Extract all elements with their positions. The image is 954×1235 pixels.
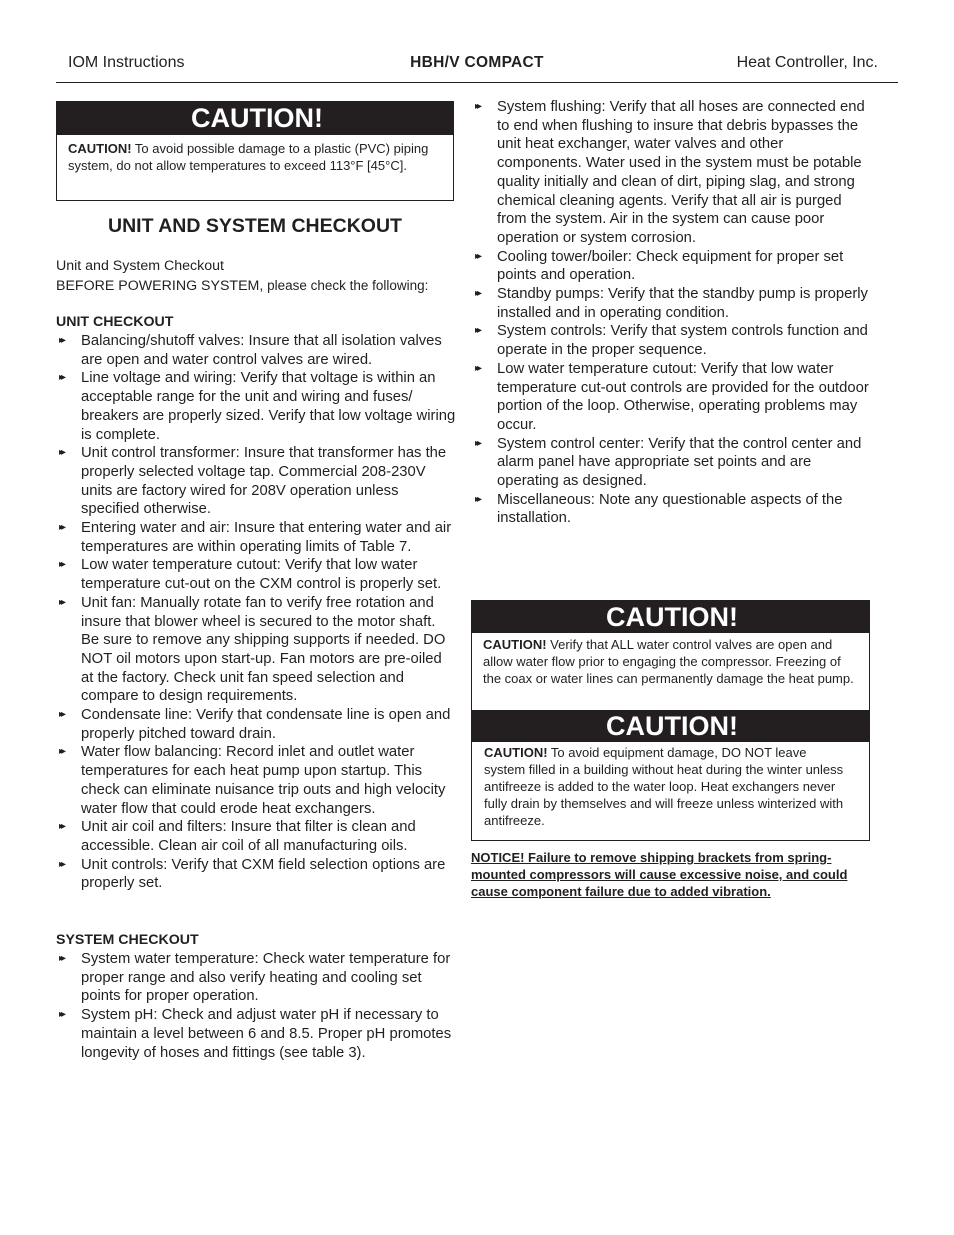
list-item [472,322,872,359]
double-arrow-bullet-icon: ▸▸ [59,821,64,833]
caution-message: To avoid possible damage to a plastic (PVC) piping system, do not allow temperatures to exceed 113°F [45°C]. [68,141,429,173]
list-item [56,369,456,444]
list-item [472,285,872,322]
double-arrow-bullet-icon: ▸▸ [59,559,64,571]
list-item [472,360,872,435]
caution-message: Verify that ALL water control valves are open and allow water flow prior to engaging the compressor. Freezing of the coax or water lines can permanently damage the heat pump. [483,637,854,686]
intro-emphasis: BEFORE POWERING SYSTEM, [56,278,264,294]
list-item-text: Miscellaneous: Note any questionable aspects of the installation. [497,491,843,527]
caution-lead: CAUTION! [483,637,547,652]
list-item [472,248,872,285]
list-item [472,98,872,248]
page-header [56,50,898,83]
list-item-text: Standby pumps: Verify that the standby pump is properly installed and in operating condition. [497,286,868,321]
double-arrow-bullet-icon: ▸▸ [59,372,64,384]
double-arrow-bullet-icon: ▸▸ [475,101,480,112]
list-item [56,556,456,593]
caution-title: CAUTION! [57,102,453,135]
double-arrow-bullet-icon: ▸▸ [59,522,64,534]
list-item-text: System controls: Verify that system controls function and operate in the proper sequence. [497,323,868,359]
list-item [56,706,456,743]
list-item-text: Unit controls: Verify that CXM field selection options are properly set. [81,856,446,892]
list-item-text: Water flow balancing: Record inlet and outlet water temperatures for each heat pump upon startup. This check can eliminate nuisance trip outs and high velocity water flow that could erode heat exchangers. [81,744,446,817]
list-item-text: Unit air coil and filters: Insure that filter is clean and accessible. Clean air coil of all manufacturing oils. [81,819,416,854]
section-title: UNIT AND SYSTEM CHECKOUT [108,215,402,237]
header-product: HBH/V COMPACT [410,54,544,71]
caution-text [57,135,453,174]
list-item [56,856,456,893]
intro-line: Unit and System Checkout [56,258,224,274]
list-item [56,444,456,519]
caution-box-pvc [56,101,454,201]
system-checkout-list [56,950,456,1062]
list-item-text: Cooling tower/boiler: Check equipment for proper set points and operation. [497,248,844,284]
unit-checkout-list [56,332,456,893]
unit-checkout-heading: UNIT CHECKOUT [56,314,174,330]
caution-title: CAUTION! [472,710,869,742]
double-arrow-bullet-icon: ▸▸ [475,288,480,300]
list-item [56,818,456,855]
list-item-text: Condensate line: Verify that condensate line is open and properly pitched toward drain. [81,707,451,742]
list-item [472,491,872,528]
double-arrow-bullet-icon: ▸▸ [475,325,480,337]
list-item [472,435,872,491]
system-checkout-continued-list [472,98,872,528]
double-arrow-bullet-icon: ▸▸ [59,746,64,758]
double-arrow-bullet-icon: ▸▸ [59,335,64,346]
double-arrow-bullet-icon: ▸▸ [59,709,64,721]
list-item [56,743,456,818]
list-item [56,594,456,706]
double-arrow-bullet-icon: ▸▸ [59,596,64,608]
double-arrow-bullet-icon: ▸▸ [59,953,64,964]
caution-text [472,742,869,829]
list-item-text: Unit control transformer: Insure that transformer has the properly selected voltage tap. Commercial 208-230V units are factory wired for 208V operation unless specified otherwise. [81,445,447,518]
caution-title: CAUTION! [472,601,869,633]
list-item-text: Unit fan: Manually rotate fan to verify free rotation and insure that blower wheel is secured to the motor shaft. Be sure to remove any shipping supports if needed. DO NOT oil motors upon start-up. Fan motors are pre-oiled at the factory. Check unit fan speed selection and compare to design requirements. [81,594,446,705]
list-item [56,519,456,556]
list-item-text: Entering water and air: Insure that entering water and air temperatures are within operating limits of Table 7. [81,520,452,555]
list-item-text: Low water temperature cutout: Verify that low water temperature cut-out on the CXM control is properly set. [81,557,442,593]
list-item-text: System water temperature: Check water temperature for proper range and also verify heating and cooling set points for proper operation. [81,951,451,1005]
double-arrow-bullet-icon: ▸▸ [59,858,64,870]
system-checkout-heading: SYSTEM CHECKOUT [56,932,199,948]
double-arrow-bullet-icon: ▸▸ [475,362,480,374]
double-arrow-bullet-icon: ▸▸ [59,1009,64,1021]
list-item-text: System flushing: Verify that all hoses are connected end to end when flushing to insure that debris bypasses the unit heat exchanger, water valves and other components. Water used in the system must be potable quality initially and clean of dirt, piping slag, and strong chemical cleaning agents. Verify that all air is purged from the system. Air in the system can cause poor operation or system corrosion. [497,99,865,246]
double-arrow-bullet-icon: ▸▸ [475,493,480,505]
caution-group [471,600,870,841]
list-item [56,950,456,1006]
notice-shipping-brackets: NOTICE! Failure to remove shipping brackets from spring-mounted compressors will cause excessive noise, and could cause component failure due to added vibration. [471,850,848,899]
double-arrow-bullet-icon: ▸▸ [59,447,64,459]
list-item-text: Balancing/shutoff valves: Insure that all isolation valves are open and water control valves are wired. [81,333,442,368]
list-item [56,1006,456,1062]
header-doc-type: IOM Instructions [68,54,185,71]
list-item [56,332,456,369]
double-arrow-bullet-icon: ▸▸ [475,437,480,449]
header-company: Heat Controller, Inc. [736,54,878,71]
double-arrow-bullet-icon: ▸▸ [475,250,480,262]
list-item-text: System control center: Verify that the control center and alarm panel have appropriate set points and are operating as designed. [497,435,862,490]
intro-rest: please check the following: [263,278,429,293]
caution-text [472,633,869,710]
caution-lead: CAUTION! [484,745,548,760]
caution-message: To avoid equipment damage, DO NOT leave system filled in a building without heat during the winter unless antifreeze is added to the water loop. Heat exchangers never fully drain by themselves and will freeze unless winterized with antifreeze. [484,745,844,828]
intro-before-powering [56,276,428,296]
list-item-text: Line voltage and wiring: Verify that voltage is within an acceptable range for the unit and wiring and fuses/ breakers are properly sized. Verify that low voltage wiring is complete. [81,370,456,443]
list-item-text: Low water temperature cutout: Verify that low water temperature cut-out controls are provided for the outdoor portion of the loop. Otherwise, operating problems may occur. [497,360,869,433]
caution-lead: CAUTION! [68,141,132,156]
list-item-text: System pH: Check and adjust water pH if necessary to maintain a level between 6 and 8.5. Proper pH promotes longevity of hoses and fittings (see table 3). [81,1007,452,1061]
